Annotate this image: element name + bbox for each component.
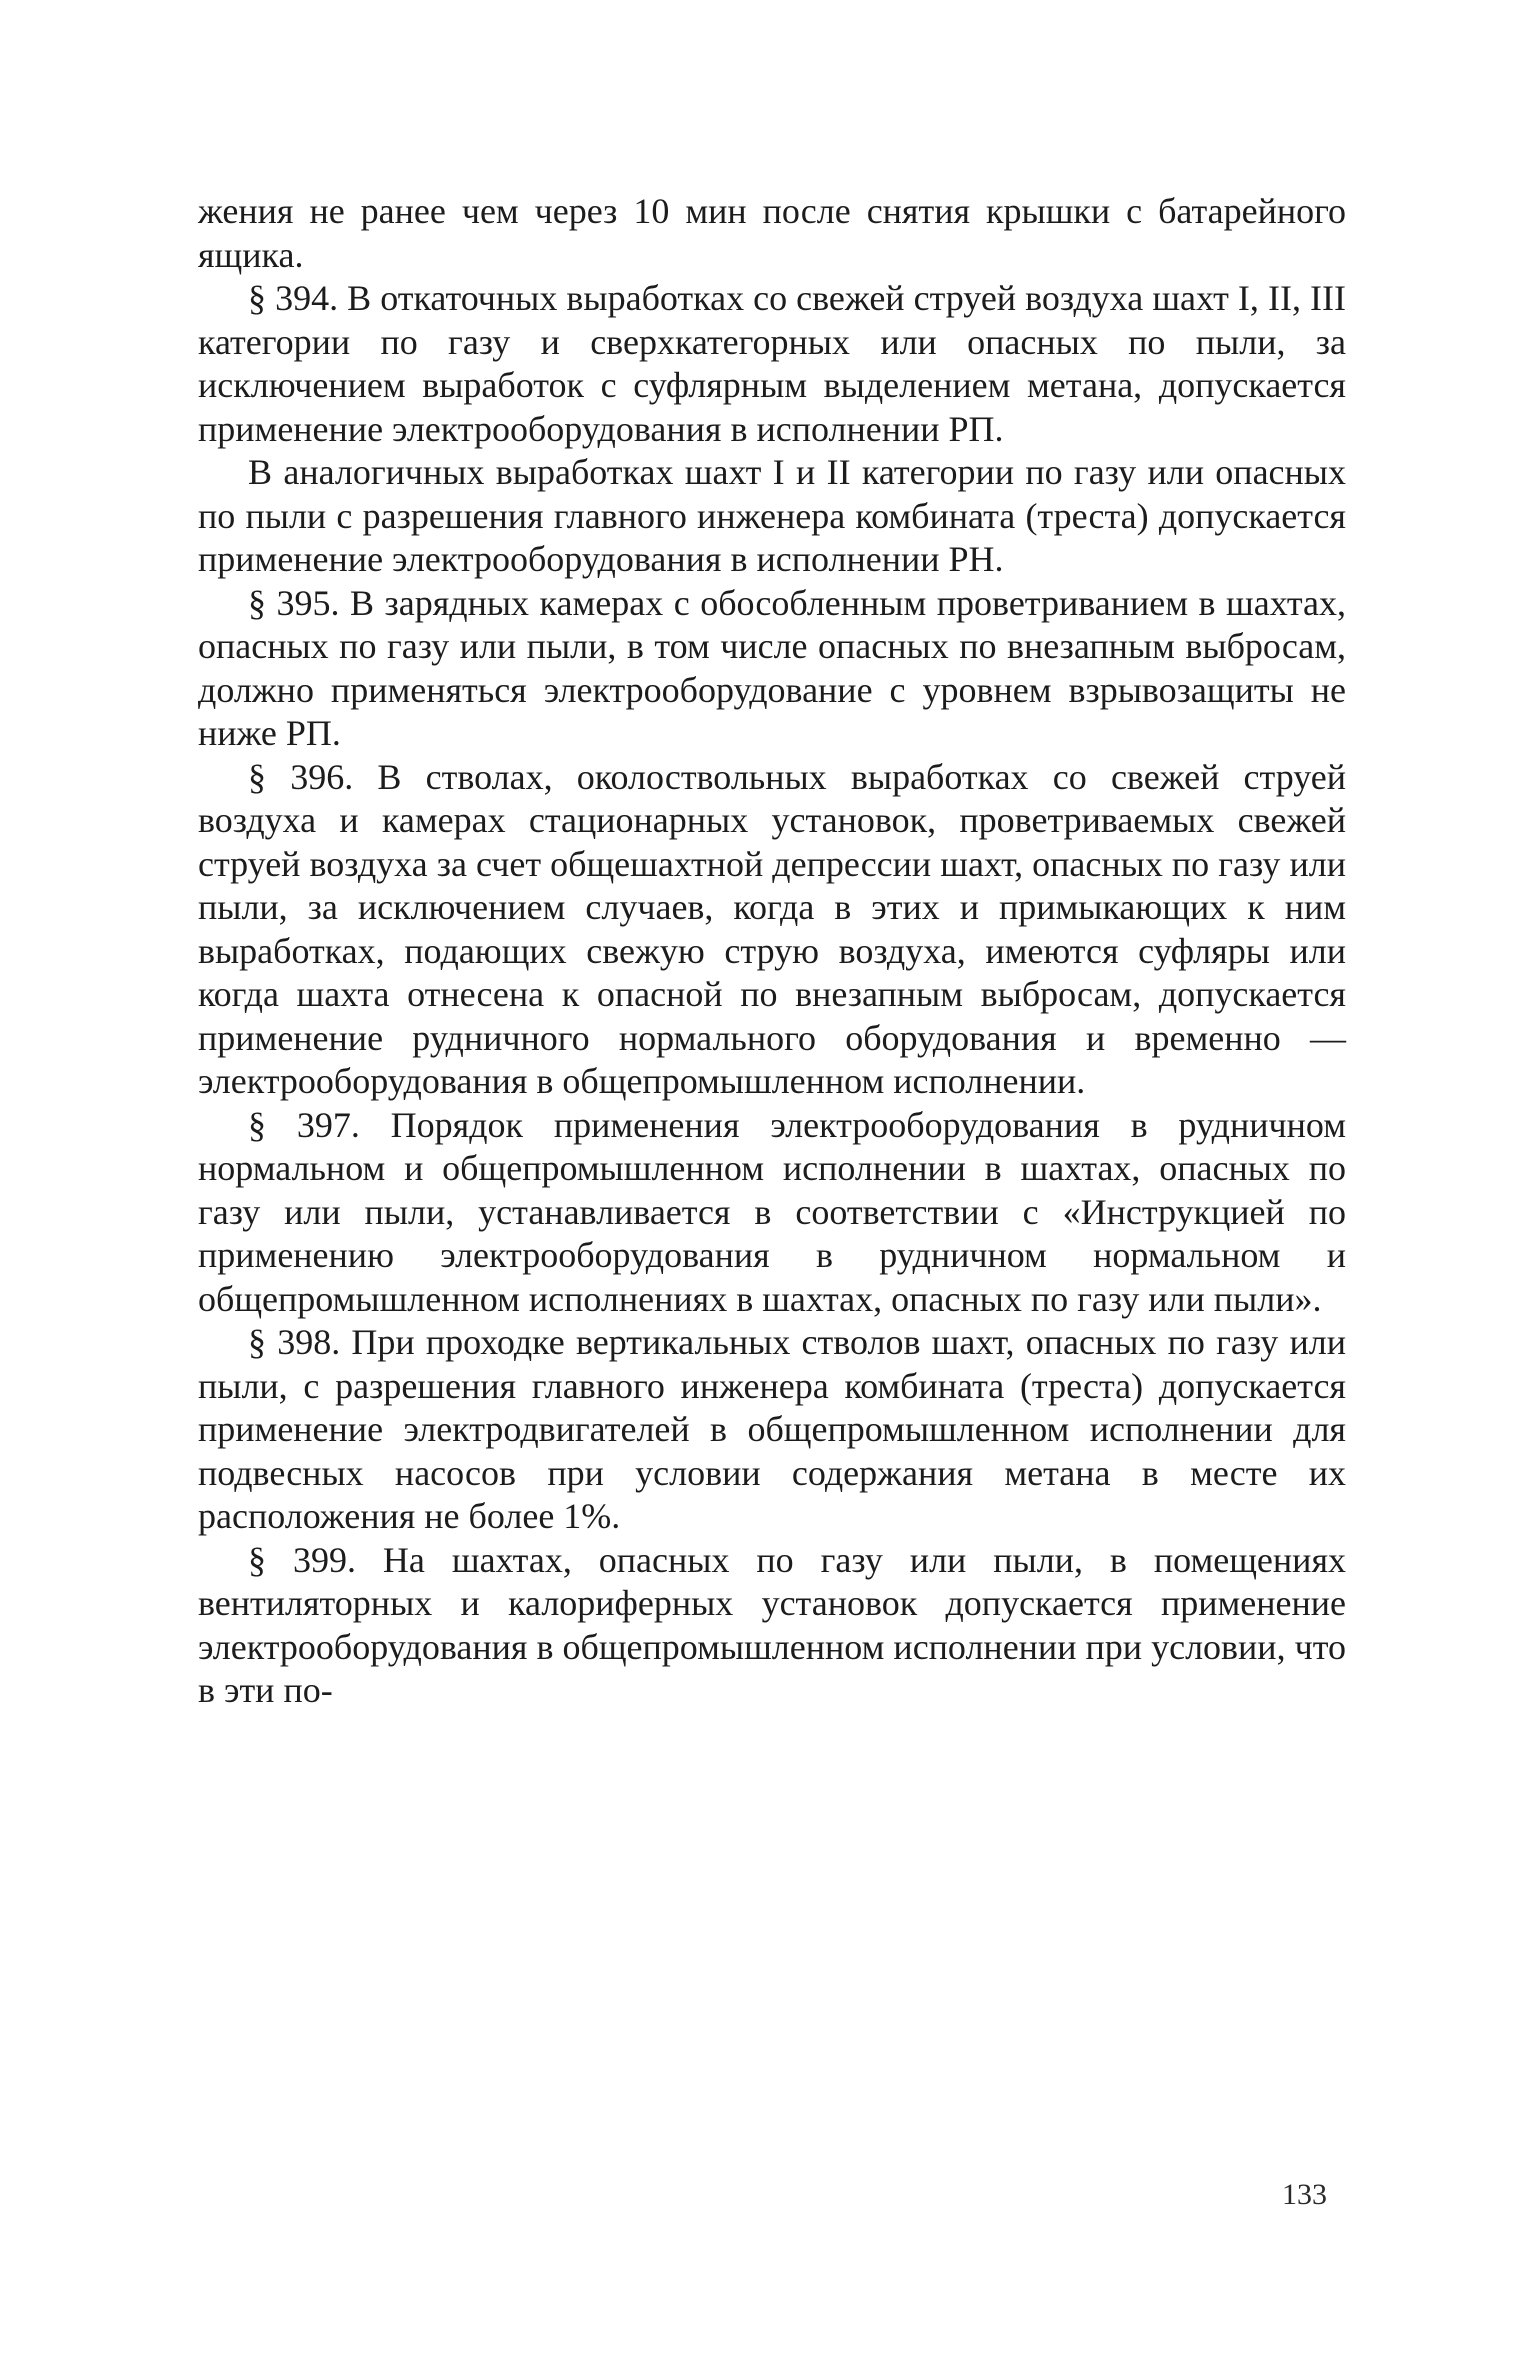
page-number: 133 [1282,2178,1327,2211]
paragraph-section-399: § 399. На шахтах, опасных по газу или пыли, в помещениях вентиляторных и калориферных установок допускается применение электрооборудования в общепромышленном исполнении при условии, что в эти по- [198,1539,1346,1710]
paragraph-section-398: § 398. При проходке вертикальных стволов шахт, опасных по газу или пыли, с разрешения главного инженера комбината (треста) допускается применение электродвигателей в общепромышленном исполнении для подвесных насосов при условии содержания метана в месте их расположения не более 1%. [198,1322,1346,1536]
paragraph-section-395: § 395. В зарядных камерах с обособленным проветриванием в шахтах, опасных по газу или пыли, в том числе опасных по внезапным выбросам, должно применяться электрооборудование с уровнем взрывозащиты не ниже РП. [198,582,1346,753]
paragraph-section-394: § 394. В откаточных выработках со свежей струей воздуха шахт I, II, III категории по газу и сверхкатегорных или опасных по пыли, за исключением выработок с суфлярным выделением метана, допускается применение электрооборудования в исполнении РП. [198,278,1346,449]
page-body [198,190,1346,1713]
paragraph-continuation: жения не ранее чем через 10 мин после снятия крышки с батарейного ящика. [198,191,1346,275]
paragraph-section-397: § 397. Порядок применения электрооборудования в рудничном нормальном и общепромышленном исполнении в шахтах, опасных по газу или пыли, устанавливается в соответствии с «Инструкцией по применению электрооборудования в рудничном нормальном и общепромышленном исполнениях в шахтах, опасных по газу или пыли». [198,1104,1346,1319]
paragraph-section-394-cont: В аналогичных выработках шахт I и II категории по газу или опасных по пыли с разрешения главного инженера комбината (треста) допускается применение электрооборудования в исполнении РН. [198,452,1346,579]
paragraph-section-396: § 396. В стволах, околоствольных выработках со свежей струей воздуха и камерах стационарных установок, проветриваемых свежей струей воздуха за счет общешахтной депрессии шахт, опасных по газу или пыли, за исключением случаев, когда в этих и примыкающих к ним выработках, подающих свежую струю воздуха, имеются суфляры или когда шахта отнесена к опасной по внезапным выбросам, допускается применение рудничного нормального оборудования и временно — электрооборудования в общепромышленном исполнении. [198,756,1346,1101]
